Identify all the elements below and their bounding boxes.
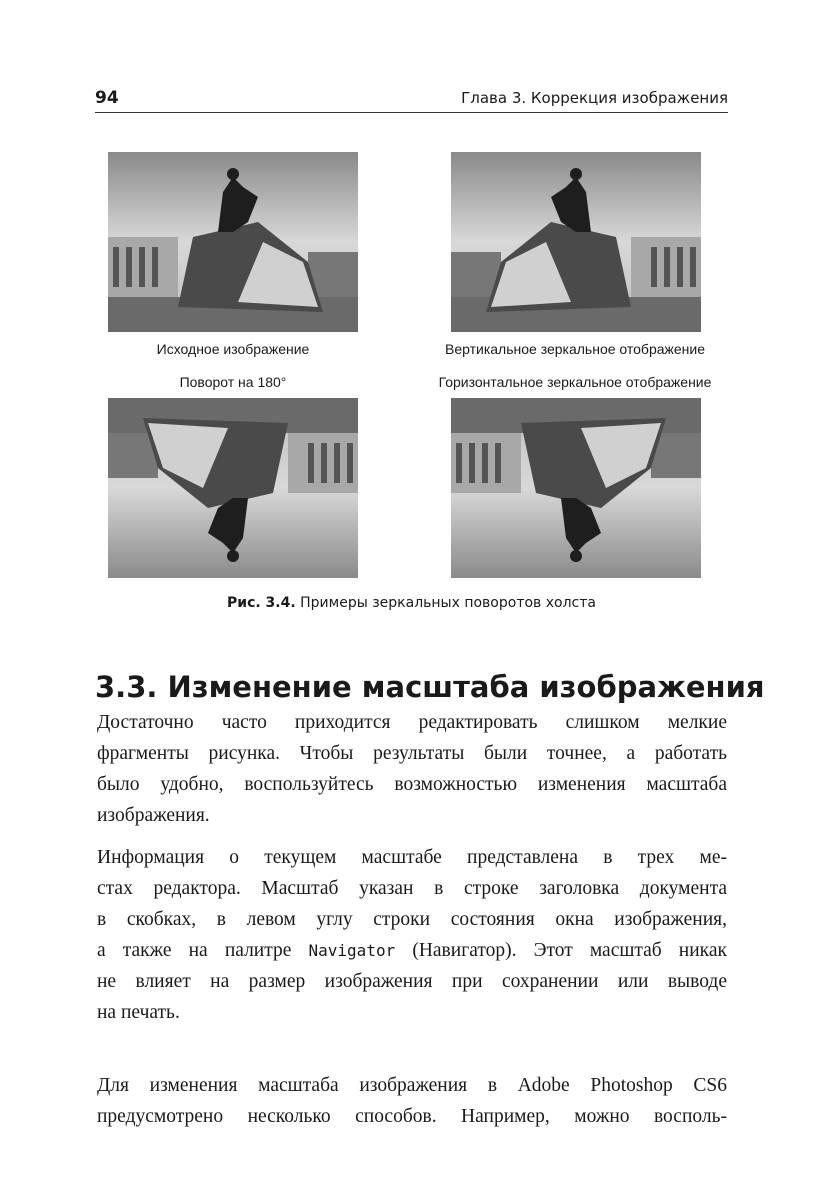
page-number: 94 bbox=[95, 88, 119, 108]
text-span: (Навигатор). Этот масштаб никак bbox=[395, 940, 727, 961]
label-vertical-mirror: Вертикальное зеркальное отображение bbox=[444, 341, 706, 357]
text-line: стах редактора. Масштаб указан в строке заголовка документа bbox=[97, 878, 727, 899]
text-line: Достаточно часто приходится редактировать слишком мелкие bbox=[97, 712, 727, 733]
text-line: изображения. bbox=[97, 805, 210, 826]
paragraph-3 bbox=[97, 1070, 727, 1132]
text-line: на печать. bbox=[97, 1002, 180, 1023]
text-line: Информация о текущем масштабе представлена в трех ме- bbox=[97, 847, 727, 868]
photo-rotated-180 bbox=[108, 398, 358, 578]
label-original: Исходное изображение bbox=[156, 341, 310, 357]
running-header bbox=[95, 86, 728, 113]
section-heading: 3.3. Изменение масштаба изображения bbox=[95, 670, 765, 704]
text-line: предусмотрено несколько способов. Например, можно восполь- bbox=[97, 1106, 727, 1127]
text-line: в скобках, в левом углу строки состояния окна изображения, bbox=[97, 909, 727, 930]
text-line bbox=[97, 935, 727, 966]
caption-text: Примеры зеркальных поворотов холста bbox=[295, 595, 596, 611]
photo-original bbox=[108, 152, 358, 332]
ui-term-navigator: Navigator bbox=[308, 941, 396, 960]
label-rotated-180: Поворот на 180° bbox=[179, 374, 287, 390]
text-line: фрагменты рисунка. Чтобы результаты были точнее, а работать bbox=[97, 743, 727, 764]
paragraph-1 bbox=[97, 707, 727, 831]
figure-caption bbox=[95, 595, 728, 611]
text-line: не влияет на размер изображения при сохранении или выводе bbox=[97, 971, 727, 992]
label-horizontal-mirror: Горизонтальное зеркальное отображение bbox=[438, 374, 712, 390]
photo-horizontal-mirror bbox=[451, 398, 701, 578]
text-line: Для изменения масштаба изображения в Adobe Photoshop CS6 bbox=[97, 1075, 727, 1096]
running-title: Глава 3. Коррекция изображения bbox=[461, 89, 728, 107]
text-line: было удобно, воспользуйтесь возможностью изменения масштаба bbox=[97, 774, 727, 795]
text-span: а также на палитре bbox=[97, 940, 309, 961]
paragraph-2 bbox=[97, 842, 727, 1028]
caption-prefix: Рис. 3.4. bbox=[227, 595, 296, 611]
photo-vertical-mirror bbox=[451, 152, 701, 332]
